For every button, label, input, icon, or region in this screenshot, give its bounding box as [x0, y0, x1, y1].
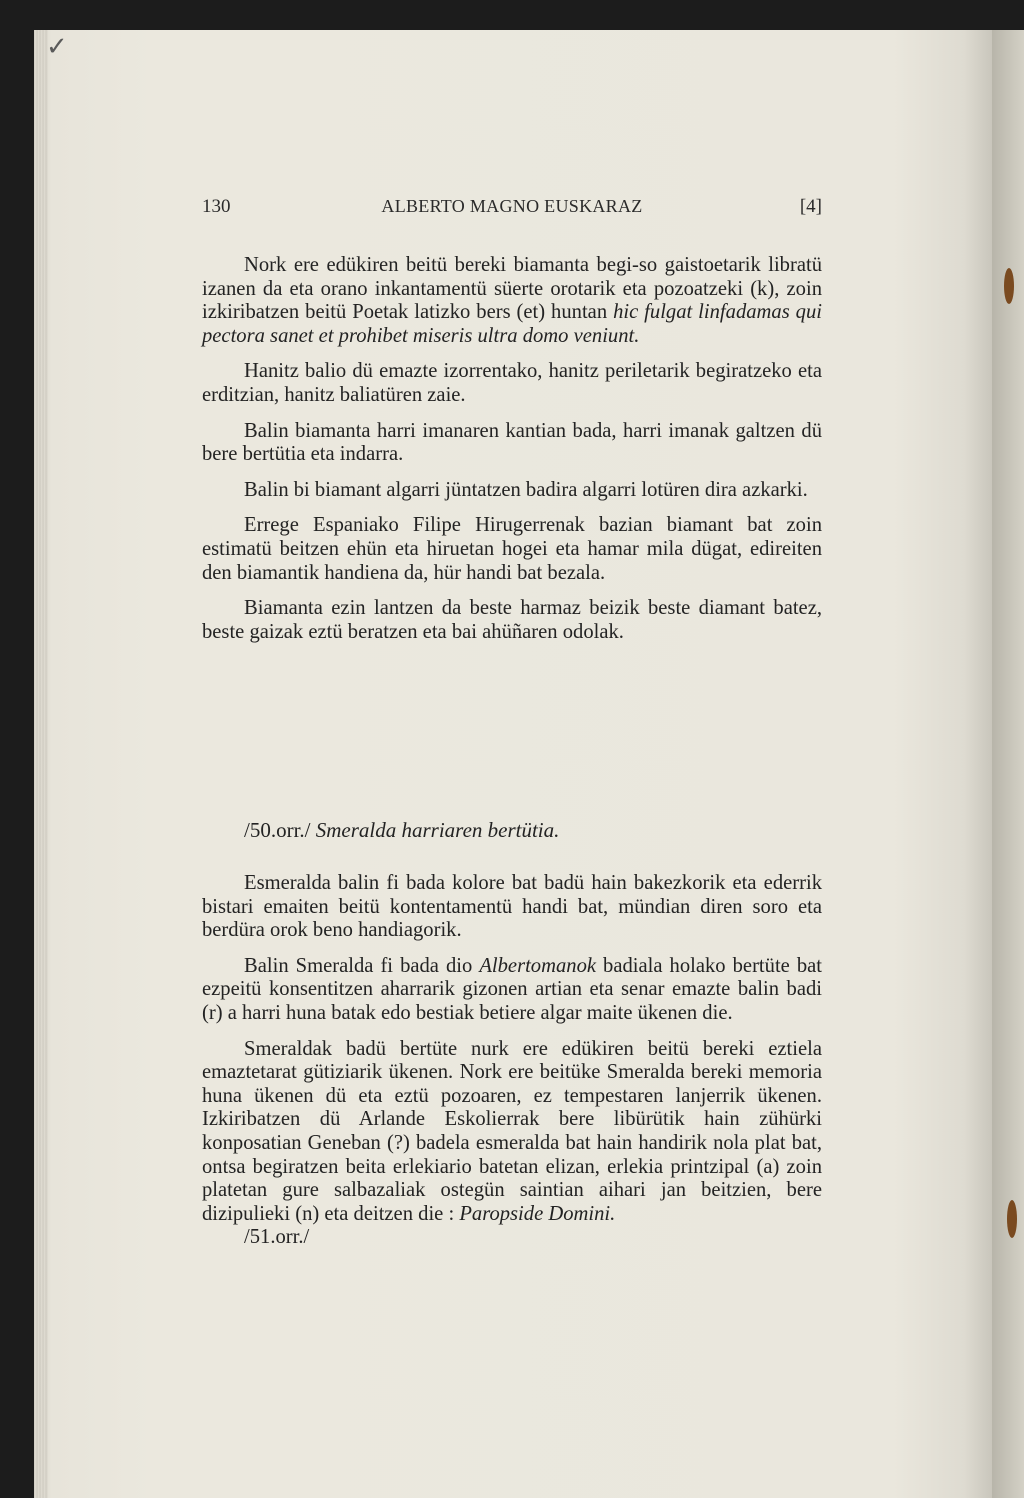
paragraph: Smeraldak badü bertüte nurk ere edükiren beitü bereki eztiela emaztetarat gütiziarik ükenen. Nork ere beitüke Smeralda bereki memoria huna ükenen dü eta eztü pozoaren, ez tempestaren lanjerrik ükenen. Izkiribatzen dü Arlande Eskolierrak bere libürütik hain zühürki konposatian Geneban (?) badela esmeralda bat hain handirik nola plat bat, ontsa begiratzen beita erlekiario batetan elizan, erlekia printzipal (a) zoin platetan gure salbazaliak ostegün saintian aihari jan beitzien, bere dizipulieki (n) eta deitzen die : Paropside Domini.	[202, 1037, 822, 1225]
page-number: 130	[202, 196, 231, 217]
facing-page-edge	[992, 30, 1024, 1498]
section-title: Smeralda harriaren bertütia.	[315, 818, 560, 842]
paragraph: Balin biamanta harri imanaren kantian bada, harri imanak galtzen dü bere bertütia eta indarra.	[202, 419, 822, 466]
first-section-text	[202, 254, 822, 656]
paragraph: Balin bi biamant algarri jüntatzen badira algarri lotüren dira azkarki.	[244, 478, 808, 501]
author-name: Albertomanok	[479, 954, 597, 977]
section-heading	[244, 818, 559, 843]
stain-mark	[1004, 268, 1014, 304]
page-edges	[34, 30, 48, 1498]
paragraph: Errege Espaniako Filipe Hirugerrenak bazian biamant bat zoin estimatü beitzen ehün eta hiruetan hogei eta hamar mila dügat, edireiten den biamantik handiena da, hür handi bat bezala.	[202, 514, 822, 584]
running-title: ALBERTO MAGNO EUSKARAZ	[381, 196, 643, 216]
book-page	[34, 30, 992, 1498]
stain-mark	[1007, 1200, 1017, 1238]
second-section-text	[202, 872, 822, 1262]
paragraph: Esmeralda balin fi bada kolore bat badü hain bakezkorik eta ederrik bistari emaiten beitü kontentamentü handi bat, mündian diren soro eta berdüra orok beno handiagorik.	[202, 872, 822, 942]
latin-quote: hic fulgat linfadamas qui pectora sanet et prohibet miseris ultra domo veniunt.	[202, 301, 822, 347]
latin-quote: Paropside Domini.	[459, 1202, 616, 1225]
paragraph: Balin Smeralda fi bada dio Albertomanok badiala holako bertüte bat ezpeitü konsentitzen aharrarik gizonen artian eta senar emazte balin badi (r) a harri huna batak edo bestiak betiere algar maite ükenen die.	[202, 954, 822, 1024]
section-number: [4]	[799, 196, 822, 217]
paragraph: Biamanta ezin lantzen da beste harmaz beizik beste diamant batez, beste gaizak eztü beratzen eta bai ahüñaren odolak.	[202, 597, 822, 643]
page-header	[202, 196, 822, 226]
check-mark-icon: ✓	[46, 32, 68, 62]
page-reference: /50.orr./	[244, 818, 316, 842]
paragraph: Hanitz balio dü emazte izorrentako, hanitz periletarik begiratzeko eta erditzian, hanitz baliatüren zaie.	[202, 360, 822, 406]
page-reference-end: /51.orr./	[244, 1226, 310, 1249]
paragraph: Nork ere edükiren beitü bereki biamanta begi-so gaistoetarik libratü izanen da eta orano inkantamentü süerte orotarik eta pozoatzeki (k), zoin izkiribatzen beitü Poetak latizko bers (et) huntan hic fulgat linfadamas qui pectora sanet et prohibet miseris ultra domo veniunt.	[202, 254, 822, 347]
